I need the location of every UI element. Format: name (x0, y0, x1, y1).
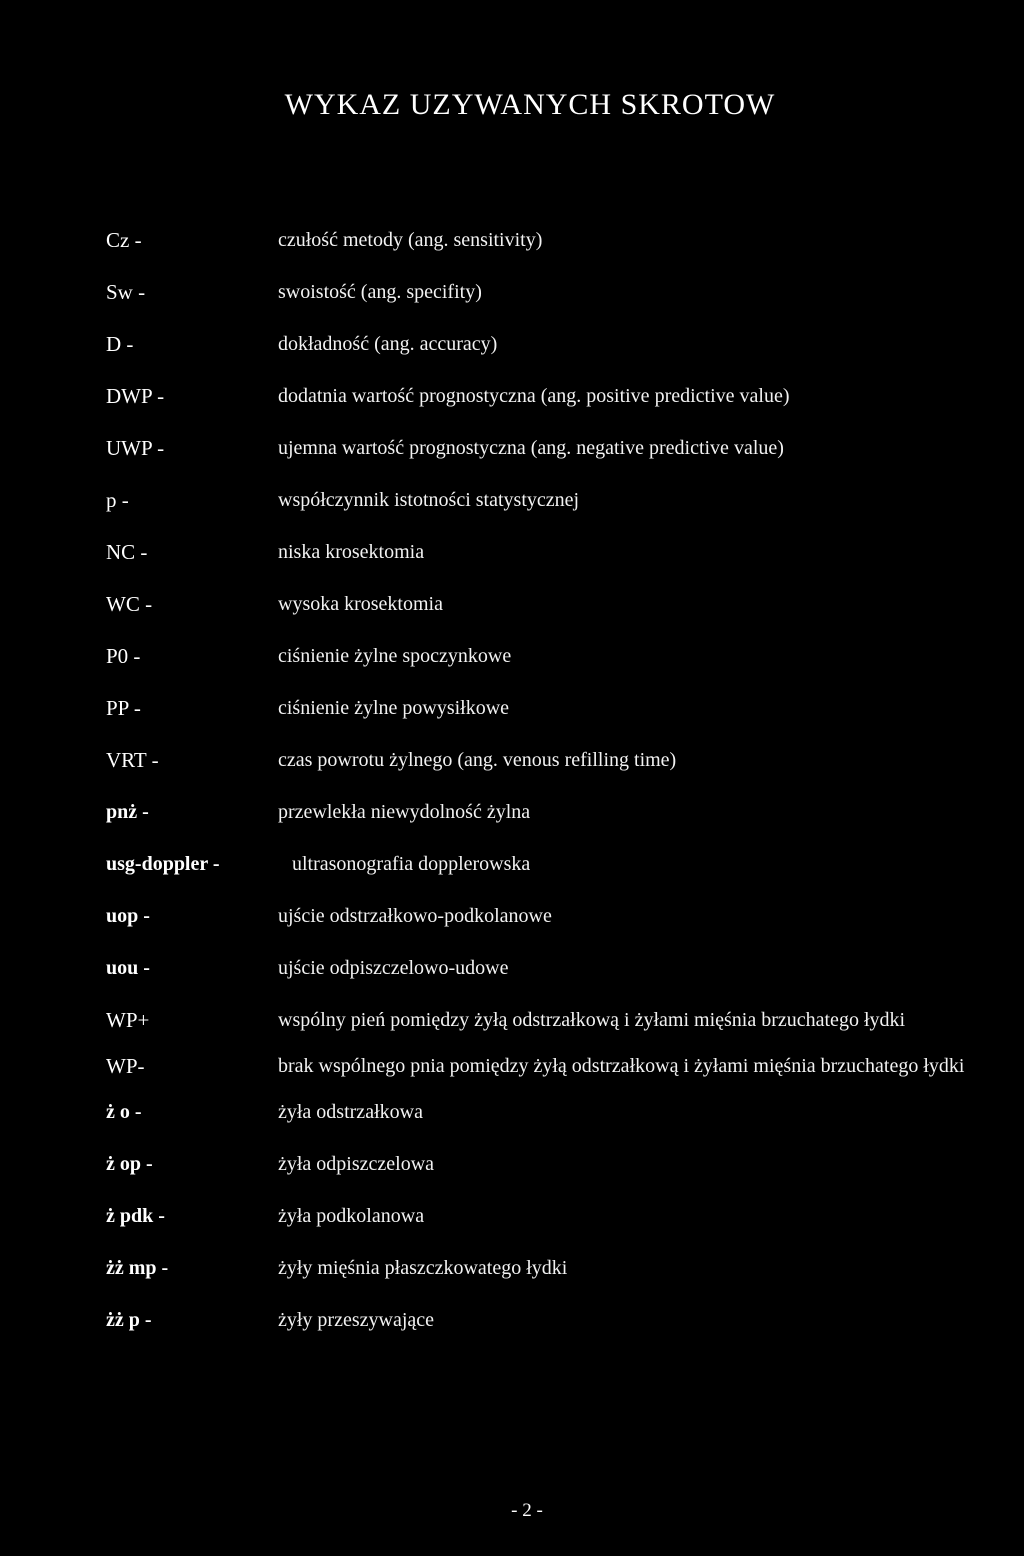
abbreviation-definition: ultrasonografia dopplerowska (292, 853, 531, 875)
abbreviation-definition: ujemna wartość prognostyczna (ang. negative predictive value) (278, 437, 784, 459)
abbreviation-definition: czułość metody (ang. sensitivity) (278, 229, 543, 251)
abbreviation-term: ż pdk - (106, 1205, 165, 1227)
list-item (106, 330, 996, 358)
abbreviation-term: ż o - (106, 1101, 142, 1123)
abbreviation-term: Cz - (106, 228, 142, 252)
abbreviation-definition: żyły przeszywające (278, 1309, 435, 1331)
abbreviation-definition: niska krosektomia (278, 541, 425, 563)
abbreviation-list (106, 226, 996, 1358)
abbreviation-definition: ujście odpiszczelowo-udowe (278, 957, 509, 979)
abbreviation-definition: czas powrotu żylnego (ang. venous refilling time) (278, 749, 677, 771)
abbreviation-definition: współczynnik istotności statystycznej (278, 489, 580, 511)
abbreviation-term: PP - (106, 696, 141, 720)
abbreviation-term: pnż - (106, 801, 149, 823)
abbreviation-term: p - (106, 488, 129, 512)
abbreviation-definition: ujście odstrzałkowo-podkolanowe (278, 905, 552, 927)
list-item (106, 538, 996, 566)
abbreviation-definition: swoistość (ang. specifity) (278, 281, 482, 303)
abbreviation-definition: żyła podkolanowa (278, 1205, 425, 1227)
abbreviation-term: WC - (106, 592, 153, 616)
list-item (106, 1254, 996, 1282)
abbreviation-term: Sw - (106, 280, 146, 304)
abbreviation-definition: żyła odstrzałkowa (278, 1101, 423, 1123)
abbreviation-term: VRT - (106, 748, 159, 772)
list-item (106, 1006, 996, 1034)
abbreviation-term: UWP - (106, 436, 165, 460)
list-item (106, 382, 996, 410)
page-title: WYKAZ UZYWANYCH SKROTOW (284, 88, 776, 121)
list-item (106, 850, 996, 878)
abbreviation-term: żż p - (106, 1309, 152, 1331)
list-item (106, 590, 996, 618)
list-item (106, 1052, 996, 1080)
abbreviation-definition: ciśnienie żylne spoczynkowe (278, 645, 512, 667)
list-item (106, 434, 996, 462)
list-item (106, 746, 996, 774)
list-item (106, 694, 996, 722)
list-item (106, 642, 996, 670)
abbreviation-term: P0 - (106, 644, 141, 668)
abbreviation-definition: dokładność (ang. accuracy) (278, 333, 498, 355)
list-item (106, 278, 996, 306)
abbreviation-term: NC - (106, 540, 148, 564)
abbreviation-term: uou - (106, 957, 150, 979)
abbreviation-definition: brak wspólnego pnia pomiędzy żyłą odstrzałkową i żyłami mięśnia brzuchatego łydki (278, 1055, 965, 1077)
list-item (106, 798, 996, 826)
abbreviation-term: WP- (106, 1054, 145, 1078)
list-item (106, 486, 996, 514)
abbreviation-term: DWP - (106, 384, 165, 408)
list-item (106, 1150, 996, 1178)
list-item (106, 902, 996, 930)
abbreviation-definition: dodatnia wartość prognostyczna (ang. positive predictive value) (278, 385, 790, 407)
list-item (106, 226, 996, 254)
list-item (106, 1098, 996, 1126)
abbreviation-definition: wysoka krosektomia (278, 593, 443, 615)
abbreviation-term: D - (106, 332, 134, 356)
list-item (106, 1202, 996, 1230)
list-item (106, 954, 996, 982)
abbreviation-term: uop - (106, 905, 150, 927)
abbreviation-term: żż mp - (106, 1257, 169, 1279)
list-item (106, 1306, 996, 1334)
abbreviation-definition: żyła odpiszczelowa (278, 1153, 435, 1175)
abbreviation-definition: przewlekła niewydolność żylna (278, 801, 531, 823)
abbreviation-term: ż op - (106, 1153, 153, 1175)
abbreviation-definition: żyły mięśnia płaszczkowatego łydki (278, 1257, 568, 1279)
page-number: - 2 - (511, 1500, 543, 1521)
abbreviation-term: usg-doppler - (106, 853, 220, 875)
abbreviation-definition: ciśnienie żylne powysiłkowe (278, 697, 510, 719)
abbreviation-definition: wspólny pień pomiędzy żyłą odstrzałkową i żyłami mięśnia brzuchatego łydki (278, 1009, 906, 1031)
abbreviation-term: WP+ (106, 1008, 150, 1032)
